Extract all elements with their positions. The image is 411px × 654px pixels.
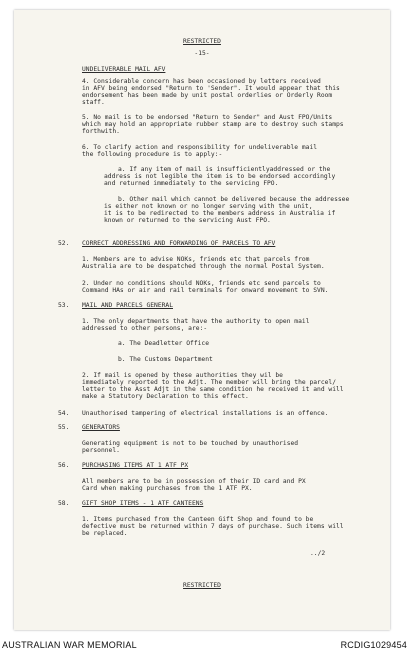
para-53-a: a. The Deadletter Office [118, 340, 209, 347]
para-5-line-2: which may hold an appropriate rubber stamp are to destroy such stamps [82, 121, 344, 128]
para-6-line-1: 6. To clarify action and responsibility for undeliverable mail [82, 144, 318, 151]
para-52-2-line-2: Command HAs or air and rail terminals for onward movement to SVN. [82, 287, 329, 294]
para-4-line-1: 4. Considerable concern has been occasioned by letters received [82, 78, 321, 85]
para-6b-line-1: b. Other mail which cannot be delivered because the addressee [118, 196, 350, 203]
classification-header: RESTRICTED [183, 38, 221, 45]
para-52-1-line-1: 1. Members are to advise NOKs, friends etc that parcels from [82, 256, 310, 263]
section-number-54: 54. [58, 410, 70, 417]
section-heading-58: GIFT SHOP ITEMS - 1 ATF CANTEENS [82, 500, 204, 507]
para-55-line-2: personnel. [82, 447, 120, 454]
para-6b-line-2: is either not known or no longer serving with the unit, [104, 203, 313, 210]
para-55-line-1: Generating equipment is not to be touched by unauthorised [82, 440, 299, 447]
para-56-line-2: Card when making purchases from the 1 ATF PX. [82, 485, 253, 492]
para-52-1-line-2: Australia are to be despatched through the normal Postal System. [82, 263, 325, 270]
classification-footer: RESTRICTED [183, 582, 221, 589]
para-6b-line-3: it is to be redirected to the members address in Australia if [104, 210, 336, 217]
para-53-1-line-2: addressed to other persons, are:- [82, 325, 208, 332]
para-6b-line-4: known or returned to the servicing Aust FPO. [104, 217, 271, 224]
para-5-line-3: forthwith. [82, 128, 120, 135]
section-heading-undeliverable: UNDELIVERABLE MAIL AFV [82, 66, 166, 73]
para-53-2-line-2: immediately reported to the Adjt. The member will bring the parcel/ [82, 379, 337, 386]
para-53-2-line-4: make a Statutory Declaration to this effect. [82, 393, 249, 400]
section-number-55: 55. [58, 424, 70, 431]
section-number-56: 56. [58, 462, 70, 469]
section-number-52: 52. [58, 240, 70, 247]
para-6a-line-1: a. If any item of mail is insufficientlyaddressed or the [118, 166, 331, 173]
continuation-marker: ../2 [310, 550, 326, 557]
para-4-line-4: staff. [82, 99, 105, 106]
para-6-line-2: the following procedure is to apply:- [82, 151, 223, 158]
archive-footer [0, 636, 411, 654]
para-53-2-line-1: 2. If mail is opened by these authorities they wil be [82, 372, 283, 379]
para-6a-line-2: address is not legible the item is to be endorsed accordingly [104, 173, 336, 180]
section-heading-56: PURCHASING ITEMS AT 1 ATF PX [82, 462, 189, 469]
section-heading-52: CORRECT ADDRESSING AND FORWARDING OF PARCELS TO AFV [82, 240, 276, 247]
archive-record-id: RCDIG1029454 [340, 640, 407, 650]
para-5-line-1: 5. No mail is to be endorsed "Return to Sender" and Aust FPO/Units [82, 114, 333, 121]
para-54-text: Unauthorised tampering of electrical installations is an offence. [82, 410, 329, 417]
para-4-line-2: in AFV being endorsed "Return to 'Sender". It would appear that this [82, 85, 340, 92]
para-53-2-line-3: letter to the Asst Adjt in the same condition he received it and will [82, 386, 344, 393]
para-58-line-2: defective must be returned within 7 days of purchase. Such items will [82, 523, 344, 530]
section-heading-53: MAIL AND PARCELS GENERAL [82, 302, 173, 309]
para-53-b: b. The Customs Department [118, 356, 213, 363]
para-56-line-1: All members are to be in possession of their ID card and PX [82, 478, 306, 485]
section-heading-55: GENERATORS [82, 424, 120, 431]
para-6a-line-3: and returned immediately to the servicing FPO. [104, 180, 279, 187]
document-page [14, 10, 390, 630]
para-58-line-1: 1. Items purchased from the Canteen Gift Shop and found to be [82, 516, 314, 523]
para-53-1-line-1: 1. The only departments that have the authority to open mail [82, 318, 310, 325]
para-52-2-line-1: 2. Under no conditions should NOKs, friends etc send parcels to [82, 280, 321, 287]
section-number-53: 53. [58, 302, 70, 309]
para-4-line-3: endorsement has been made by unit postal orderlies or Orderly Room [82, 92, 333, 99]
section-number-58: 58. [58, 500, 70, 507]
archive-credit: AUSTRALIAN WAR MEMORIAL [2, 640, 137, 650]
para-58-line-3: be replaced. [82, 530, 128, 537]
page-number: -15- [194, 50, 210, 57]
